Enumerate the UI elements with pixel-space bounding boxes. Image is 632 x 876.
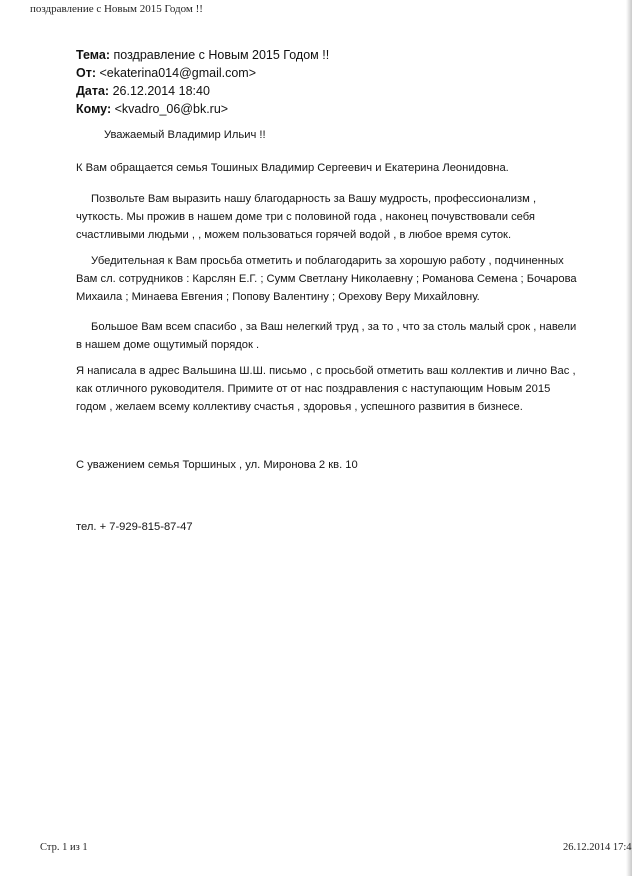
paragraph-line: как отличного руководителя. Примите от от нас поздравления с наступающим Новым 2015 xyxy=(76,383,551,395)
intro-paragraph xyxy=(76,159,596,177)
paragraph-line: Убедительная к Вам просьба отметить и поблагодарить за хорошую работу , подчиненных xyxy=(91,255,564,267)
paragraph-line: Позвольте Вам выразить нашу благодарность за Вашу мудрость, профессионализм , xyxy=(91,193,537,205)
header-value-to: <kvadro_06@bk.ru> xyxy=(114,102,229,116)
header-value-from: <ekaterina014@gmail.com> xyxy=(99,66,257,80)
footer-print-date: 26.12.2014 17:4 xyxy=(563,842,632,853)
greeting-line: Уважаемый Владимир Ильич !! xyxy=(104,129,266,141)
header-value-subject: поздравление с Новым 2015 Годом !! xyxy=(113,48,330,62)
paragraph-line: Вам сл. сотрудников : Карслян Е.Г. ; Сумм Светлану Николаевну ; Романова Семена ; Бочарова xyxy=(76,273,577,285)
header-label-date: Дата: xyxy=(76,84,110,98)
intro-line: К Вам обращается семья Тошиных Владимир Сергеевич и Екатерина Леонидовна. xyxy=(76,162,509,174)
header-label-subject: Тема: xyxy=(76,48,110,62)
print-header-subject: поздравление с Новым 2015 Годом !! xyxy=(30,3,203,15)
paragraph-line: счастливыми людьми , , можем пользоваться горячей водой , в любое время суток. xyxy=(76,229,512,241)
paragraph-line: Михаила ; Минаева Евгения ; Попову Валентину ; Орехову Веру Михайловну. xyxy=(76,291,480,303)
signature-line: С уважением семья Торшиных , ул. Миронова 2 кв. 10 xyxy=(76,459,358,471)
email-headers xyxy=(76,46,329,118)
header-row-subject xyxy=(76,46,329,64)
signature xyxy=(76,456,596,474)
header-row-from xyxy=(76,64,329,82)
header-label-from: От: xyxy=(76,66,97,80)
paragraph-letter-note xyxy=(76,362,596,416)
header-value-date: 26.12.2014 18:40 xyxy=(112,84,210,98)
paragraph-line: Большое Вам всем спасибо , за Ваш нелегкий труд , за то , что за столь малый срок , навели xyxy=(91,321,577,333)
header-row-to xyxy=(76,100,329,118)
phone-contact xyxy=(76,518,596,536)
paragraph-line: чуткость. Мы прожив в нашем доме три с половиной года , наконец почувствовали себя xyxy=(76,211,535,223)
paragraph-gratitude xyxy=(76,190,596,244)
paragraph-line: в нашем доме ощутимый порядок . xyxy=(76,339,260,351)
paragraph-line: Я написала в адрес Вальшина Ш.Ш. письмо , с просьбой отметить ваш коллектив и лично Вас , xyxy=(76,365,576,377)
phone-line: тел. + 7-929-815-87-47 xyxy=(76,521,193,533)
header-row-date xyxy=(76,82,329,100)
header-label-to: Кому: xyxy=(76,102,112,116)
greeting xyxy=(76,126,596,144)
paragraph-request xyxy=(76,252,596,306)
page-edge-shadow xyxy=(626,0,632,876)
paragraph-thanks xyxy=(76,318,596,354)
footer-page-number: Стр. 1 из 1 xyxy=(40,842,88,853)
paragraph-line: годом , желаем всему коллективу счастья , здоровья , успешного развития в бизнесе. xyxy=(76,401,523,413)
